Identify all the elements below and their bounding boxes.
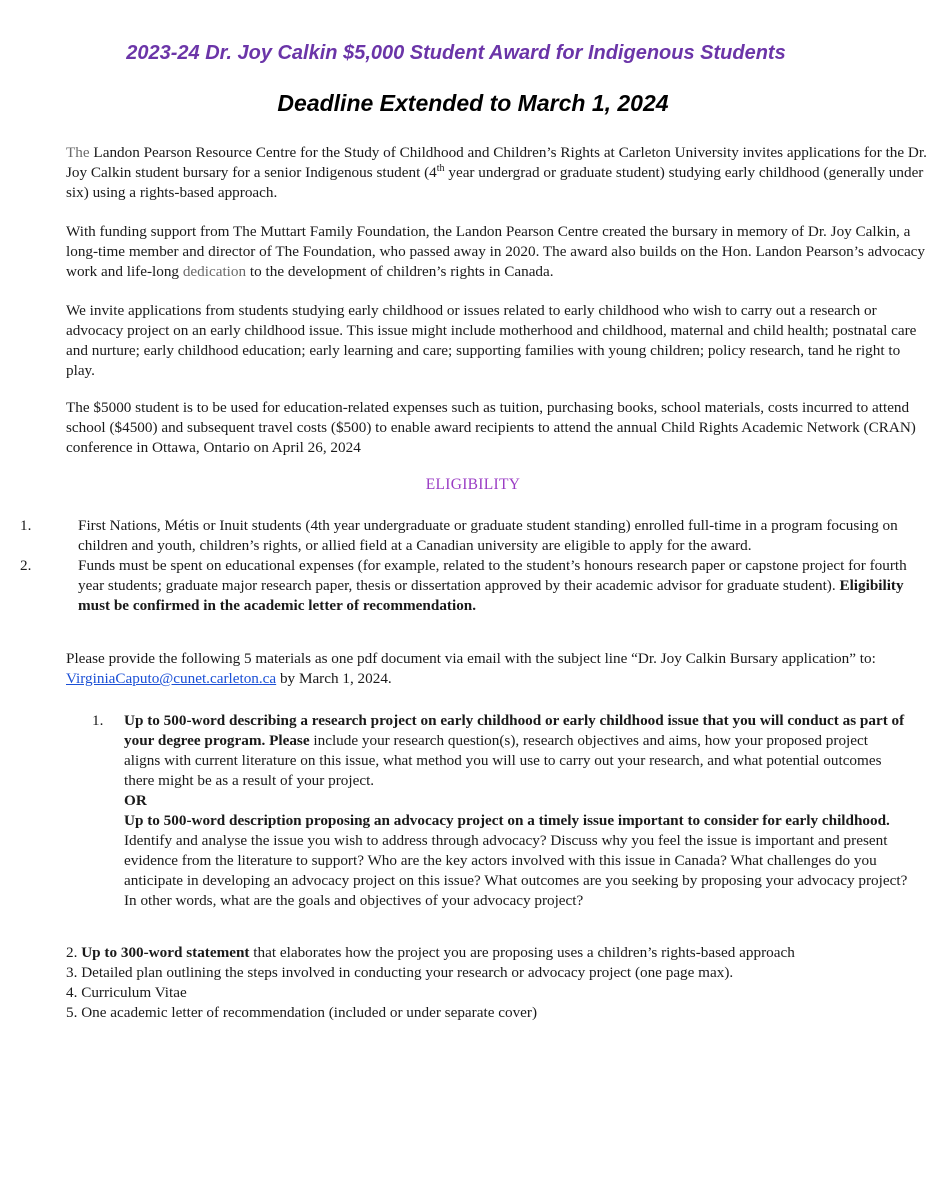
funding-text-1: With funding support from The Muttart Family Foundation, the Landon Pearson Centre created the bursary in memory of Dr. Joy Calkin, a long-time member and director of The Foundation, who passed away in 2020. The award also builds on the Hon. Landon Pearson’s advocacy work and life-long — [66, 223, 926, 280]
or-divider: OR — [124, 792, 147, 809]
research-option — [124, 711, 908, 791]
advocacy-option-bold: Up to 500-word description proposing an advocacy project on a timely issue important to consider for early childhood. — [124, 812, 890, 829]
advocacy-option-text: Identify and analyse the issue you wish to address through advocacy? Discuss why you feel the issue is important and present evidence from the literature to support? Who are the key actors involved with this issue in Canada? What challenges do you anticipate in developing an advocacy project on this issue? What outcomes are you seeking by proposing your advocacy project? In other words, what are the goals and objectives of your advocacy project? — [124, 832, 908, 909]
materials-item-2 — [66, 943, 928, 963]
materials-item-4: 4. Curriculum Vitae — [66, 984, 187, 1001]
invite-paragraph: We invite applications from students studying early childhood or issues related to early childhood who wish to carry out a research or advocacy project on an early childhood issue. This issue might include motherhood and childhood, maternal and child health; postnatal care and nurture; early childhood education; early learning and care; supporting families with young children; policy research, tand he right to play. — [66, 302, 917, 379]
intro-paragraph — [66, 143, 928, 203]
eligibility-item-1 — [20, 516, 925, 556]
eligibility-list — [20, 516, 925, 616]
materials-item-2-text: that elaborates how the project you are proposing uses a children’s rights-based approach — [249, 944, 795, 961]
eligibility-item-number: 2. — [20, 557, 32, 574]
materials-item-5: 5. One academic letter of recommendation (included or under separate cover) — [66, 1004, 538, 1021]
research-option-bold: Up to 500-word describing a research project on early childhood or early childhood issue that you will conduct as part of your degree program. Please — [124, 712, 905, 749]
eligibility-item-text: Funds must be spent on educational expenses (for example, related to the student’s honours research paper or capstone project for fourth year students; graduate major research paper, thesis or dissertation approved by their academic advisor for graduate student). — [78, 557, 907, 594]
request-text-1: Please provide the following 5 materials as one pdf document via email with the subject line “Dr. Joy Calkin Bursary application” to: — [66, 650, 876, 667]
intro-the: The — [66, 144, 90, 161]
funding-text-2: to the development of children’s rights in Canada. — [246, 263, 554, 280]
deadline-heading: Deadline Extended to March 1, 2024 — [277, 90, 669, 116]
advocacy-option — [124, 811, 908, 911]
materials-item-number: 1. — [92, 712, 104, 729]
intro-superscript: th — [436, 162, 445, 174]
eligibility-heading: ELIGIBILITY — [425, 476, 521, 493]
research-option-text: include your research question(s), research objectives and aims, how your proposed project aligns with current literature on this issue, what method you will use to carry out your research, and what potential outcomes there might be as a result of your project. — [124, 732, 882, 789]
eligibility-item-2 — [20, 556, 925, 616]
intro-text-1: Landon Pearson Resource Centre for the Study of Childhood and Children’s Rights at Carleton University invites applications for the Dr. Joy Calkin student bursary for a senior Indigenous student (4 — [66, 144, 927, 181]
email-link[interactable]: VirginiaCaputo@cunet.carleton.ca — [66, 670, 277, 687]
eligibility-item-text: First Nations, Métis or Inuit students (4th year undergraduate or graduate student standing) enrolled full-time in a program focusing on children and youth, children’s rights, or allied field at a Canadian university are eligible to apply for the award. — [78, 517, 898, 554]
funding-paragraph — [66, 222, 928, 282]
materials-item-1 — [92, 711, 908, 911]
request-paragraph — [66, 649, 928, 689]
remaining-materials-list — [66, 943, 928, 1023]
request-text-2: by March 1, 2024. — [276, 670, 392, 687]
use-of-funds-paragraph: The $5000 student is to be used for education-related expenses such as tuition, purchasing books, school materials, costs incurred to attend school ($4500) and subsequent travel costs ($500) to enable award recipients to attend the annual Child Rights Academic Network (CRAN) conference in Ottawa, Ontario on April 26, 2024 — [66, 399, 916, 456]
materials-item-content — [124, 711, 908, 911]
funding-dedication: dedication — [182, 263, 247, 280]
materials-item-2-bold: Up to 300-word statement — [81, 944, 250, 961]
eligibility-item-number: 1. — [20, 517, 32, 534]
award-title: 2023-24 Dr. Joy Calkin $5,000 Student Award for Indigenous Students — [126, 42, 786, 64]
eligibility-item-bold: Eligibility must be confirmed in the academic letter of recommendation. — [78, 577, 904, 614]
materials-item-2-number: 2. — [66, 944, 82, 961]
materials-item-3: 3. Detailed plan outlining the steps involved in conducting your research or advocacy project (one page max). — [66, 964, 734, 981]
intro-text-2: year undergrad or graduate student) studying early childhood (generally under six) using a rights-based approach. — [66, 164, 924, 201]
